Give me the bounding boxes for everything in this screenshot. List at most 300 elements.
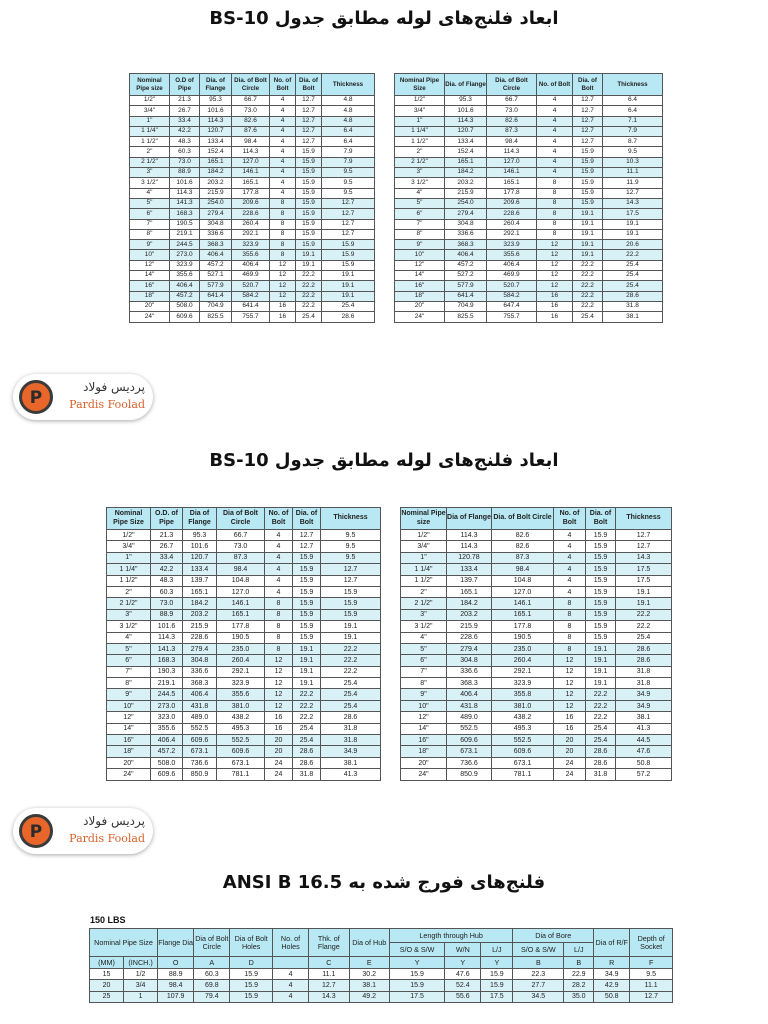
table-cell: 12.7 xyxy=(630,991,673,1002)
table-cell: 22.2 xyxy=(296,281,322,291)
col-length-lj: L/J xyxy=(481,943,513,957)
table-cell: 673.1 xyxy=(447,746,492,757)
table-cell: 10" xyxy=(395,250,445,260)
table-cell: 1 1/4" xyxy=(130,126,170,136)
svg-text:P: P xyxy=(29,822,43,842)
table-cell: 552.5 xyxy=(492,735,554,746)
table-cell: 16 xyxy=(537,301,573,311)
table-cell: 9.5 xyxy=(321,552,381,563)
table-cell: 355.6 xyxy=(151,723,183,734)
table-cell: 304.8 xyxy=(200,219,232,229)
table-cell: 4 xyxy=(537,168,573,178)
table-cell: 66.7 xyxy=(487,96,537,106)
table-cell: 50.8 xyxy=(616,757,672,768)
table-cell: 15.9 xyxy=(293,598,321,609)
col-bolt-holes: Dia of Bolt Holes xyxy=(230,929,273,957)
table-cell: 215.9 xyxy=(447,621,492,632)
column-header: Thickness xyxy=(616,508,672,530)
table-row xyxy=(395,178,663,188)
table-cell: 88.9 xyxy=(158,969,194,980)
table-cell: 22.2 xyxy=(573,281,603,291)
table-row xyxy=(130,168,375,178)
table-cell: 4 xyxy=(270,168,296,178)
table-cell: 22.3 xyxy=(513,969,564,980)
table-cell: 18" xyxy=(395,291,445,301)
table-cell: 22.2 xyxy=(293,689,321,700)
table-row xyxy=(107,643,381,654)
table-cell: 19.1 xyxy=(586,666,616,677)
table-cell: 25.4 xyxy=(321,700,381,711)
table-cell: 18" xyxy=(401,746,447,757)
table-cell: 235.0 xyxy=(492,643,554,654)
table-cell: 1/2" xyxy=(107,530,151,541)
table-row xyxy=(90,969,673,980)
table-row xyxy=(401,530,672,541)
table-cell: 15.9 xyxy=(293,564,321,575)
table-cell: 5" xyxy=(395,198,445,208)
table-cell: 95.3 xyxy=(445,96,487,106)
table-cell: 9" xyxy=(107,689,151,700)
table-cell: 101.6 xyxy=(183,541,217,552)
table-cell: 60.3 xyxy=(194,969,230,980)
column-symbol: Y xyxy=(445,957,481,969)
table-cell: 7" xyxy=(395,219,445,229)
table-cell: 4 xyxy=(272,991,308,1002)
table-cell: 22.2 xyxy=(586,700,616,711)
table-cell: 704.9 xyxy=(200,301,232,311)
col-length-so-sw: S/O & S/W xyxy=(389,943,444,957)
table-row xyxy=(395,291,663,301)
table-cell: 66.7 xyxy=(217,530,265,541)
table-cell: 1" xyxy=(130,116,170,126)
column-header: Dia. of Bolt xyxy=(586,508,616,530)
table-row xyxy=(107,757,381,768)
table-row xyxy=(130,96,375,106)
table-cell: 12 xyxy=(537,260,573,270)
table-cell: 355.6 xyxy=(170,271,200,281)
table-cell: 279.4 xyxy=(183,643,217,654)
table-cell: 177.8 xyxy=(232,188,270,198)
table-cell: 15.9 xyxy=(296,188,322,198)
table-cell: 47.6 xyxy=(445,969,481,980)
table-row xyxy=(107,552,381,563)
table-cell: 15.9 xyxy=(322,250,375,260)
column-symbol: A xyxy=(194,957,230,969)
table-cell: 31.8 xyxy=(293,769,321,780)
table-cell: 15.9 xyxy=(586,609,616,620)
table-row xyxy=(130,219,375,229)
table-cell: 34.9 xyxy=(594,969,630,980)
table-cell: 190.3 xyxy=(151,666,183,677)
table-cell: 1/2" xyxy=(401,530,447,541)
table-cell: 12 xyxy=(265,655,293,666)
table-cell: 24" xyxy=(401,769,447,780)
table-cell: 495.3 xyxy=(492,723,554,734)
table-cell: 34.9 xyxy=(616,700,672,711)
table-cell: 8 xyxy=(554,621,586,632)
table-cell: 3/4" xyxy=(395,106,445,116)
table-cell: 15.9 xyxy=(586,541,616,552)
table-cell: 79.4 xyxy=(194,991,230,1002)
table-cell: 15.9 xyxy=(230,969,273,980)
col-depth-socket: Depth of Socket xyxy=(630,929,673,957)
table-cell: 127.0 xyxy=(487,157,537,167)
table-cell: 19.1 xyxy=(296,260,322,270)
table-cell: 42.2 xyxy=(151,564,183,575)
column-symbol: E xyxy=(349,957,389,969)
table-cell: 12 xyxy=(554,700,586,711)
table-row xyxy=(401,678,672,689)
table-cell: 16" xyxy=(401,735,447,746)
table-cell: 22.2 xyxy=(603,250,663,260)
table-cell: 304.8 xyxy=(183,655,217,666)
table-row xyxy=(107,541,381,552)
column-symbol: R xyxy=(594,957,630,969)
table-row xyxy=(107,609,381,620)
table-cell: 18" xyxy=(107,746,151,757)
table-cell: 16 xyxy=(554,712,586,723)
table-row xyxy=(395,147,663,157)
table-cell: 9.5 xyxy=(321,541,381,552)
table-cell: 66.7 xyxy=(232,96,270,106)
table-cell: 4 xyxy=(270,178,296,188)
table-cell: 88.9 xyxy=(151,609,183,620)
table-cell: 25.4 xyxy=(322,301,375,311)
table-cell: 12.7 xyxy=(573,126,603,136)
table-cell: 292.1 xyxy=(217,666,265,677)
table-row xyxy=(401,757,672,768)
table-cell: 260.4 xyxy=(487,219,537,229)
table-cell: 146.1 xyxy=(492,598,554,609)
table-cell: 22.2 xyxy=(616,621,672,632)
table-cell: 22.2 xyxy=(573,271,603,281)
table-cell: 8 xyxy=(270,240,296,250)
table-cell: 12 xyxy=(537,271,573,281)
col-unit-inch: (INCH.) xyxy=(124,957,158,969)
column-header: O.D. of Pipe xyxy=(151,508,183,530)
table-cell: 12.7 xyxy=(296,137,322,147)
column-header: O.D of Pipe xyxy=(170,74,200,96)
table-row xyxy=(395,106,663,116)
table-cell: 17.5 xyxy=(616,564,672,575)
table-cell: 228.6 xyxy=(487,209,537,219)
table-cell: 120.7 xyxy=(445,126,487,136)
table-cell: 4 xyxy=(270,157,296,167)
table-cell: 15.9 xyxy=(573,157,603,167)
table-row xyxy=(401,552,672,563)
table-cell: 15.9 xyxy=(230,991,273,1002)
table-cell: 9" xyxy=(401,689,447,700)
table-cell: 28.6 xyxy=(603,291,663,301)
table-cell: 38.1 xyxy=(321,757,381,768)
column-header: Nominal Pipe size xyxy=(401,508,447,530)
table-cell: 14.3 xyxy=(616,552,672,563)
table-row xyxy=(130,312,375,322)
table-cell: 12.7 xyxy=(321,575,381,586)
table-cell: 336.6 xyxy=(183,666,217,677)
table-cell: 1 1/2" xyxy=(395,137,445,147)
table-cell: 82.6 xyxy=(487,116,537,126)
table-cell: 469.9 xyxy=(487,271,537,281)
pardis-logo-mark-icon xyxy=(19,380,53,414)
table-cell: 146.1 xyxy=(217,598,265,609)
table-cell: 4 xyxy=(554,586,586,597)
col-bore-so-sw: S/O & S/W xyxy=(513,943,564,957)
col-bore-lj: L/J xyxy=(564,943,594,957)
table-cell: 87.3 xyxy=(487,126,537,136)
table-cell: 15.9 xyxy=(321,598,381,609)
table-cell: 15.9 xyxy=(322,260,375,270)
column-header: Dia. of Bolt xyxy=(573,74,603,96)
table-cell: 9.5 xyxy=(322,178,375,188)
table-row xyxy=(130,137,375,147)
table-cell: 165.1 xyxy=(232,178,270,188)
table-cell: 431.8 xyxy=(447,700,492,711)
table-cell: 165.1 xyxy=(487,178,537,188)
table-cell: 38.1 xyxy=(603,312,663,322)
table-cell: 15.9 xyxy=(296,178,322,188)
table-cell: 254.0 xyxy=(445,198,487,208)
table-row xyxy=(395,188,663,198)
table-cell: 8 xyxy=(537,219,573,229)
table-cell: 1 1/2" xyxy=(401,575,447,586)
table-cell: 12.7 xyxy=(322,209,375,219)
table-row xyxy=(107,735,381,746)
table-cell: 15.9 xyxy=(586,552,616,563)
table-cell: 755.7 xyxy=(487,312,537,322)
table-cell: 254.0 xyxy=(200,198,232,208)
table-cell: 7.1 xyxy=(603,116,663,126)
table-row xyxy=(130,260,375,270)
table-cell: 10.3 xyxy=(603,157,663,167)
table-cell: 235.0 xyxy=(217,643,265,654)
table-row xyxy=(401,586,672,597)
table-cell: 127.0 xyxy=(492,586,554,597)
table-cell: 4 xyxy=(537,106,573,116)
table-cell: 4" xyxy=(401,632,447,643)
table-cell: 457.2 xyxy=(151,746,183,757)
table-cell: 19.1 xyxy=(573,219,603,229)
table-cell: 133.4 xyxy=(445,137,487,147)
table-row xyxy=(395,301,663,311)
table-cell: 527.1 xyxy=(200,271,232,281)
table-row xyxy=(107,621,381,632)
pardis-logo-mark-icon xyxy=(19,814,53,848)
table-cell: 127.0 xyxy=(217,586,265,597)
table-cell: 12.7 xyxy=(573,106,603,116)
table-cell: 323.9 xyxy=(492,678,554,689)
column-symbol: C xyxy=(309,957,349,969)
column-header: Dia. of Bolt Circle xyxy=(232,74,270,96)
table-cell: 15.9 xyxy=(481,980,513,991)
table-row xyxy=(401,666,672,677)
table-cell: 609.6 xyxy=(170,312,200,322)
table-cell: 1 1/4" xyxy=(395,126,445,136)
table-cell: 20 xyxy=(554,735,586,746)
table-cell: 20 xyxy=(265,746,293,757)
table-row xyxy=(107,712,381,723)
table-cell: 1/2" xyxy=(395,96,445,106)
table-row xyxy=(130,240,375,250)
table-cell: 48.3 xyxy=(151,575,183,586)
table-cell: 4.8 xyxy=(322,116,375,126)
table-cell: 165.1 xyxy=(445,157,487,167)
table-cell: 577.9 xyxy=(200,281,232,291)
table-cell: 10" xyxy=(107,700,151,711)
table-cell: 8.7 xyxy=(603,137,663,147)
table-cell: 12" xyxy=(395,260,445,270)
table-cell: 25.4 xyxy=(296,312,322,322)
table-cell: 34.5 xyxy=(513,991,564,1002)
table-cell: 4" xyxy=(395,188,445,198)
table-cell: 825.5 xyxy=(200,312,232,322)
table-cell: 219.1 xyxy=(151,678,183,689)
table-cell: 368.3 xyxy=(445,240,487,250)
table-cell: 4 xyxy=(554,541,586,552)
table-cell: 24 xyxy=(265,757,293,768)
table-cell: 20" xyxy=(401,757,447,768)
table-cell: 15.9 xyxy=(586,632,616,643)
table-cell: 489.0 xyxy=(447,712,492,723)
table-cell: 22.9 xyxy=(564,969,594,980)
table-cell: 10" xyxy=(401,700,447,711)
table-cell: 82.6 xyxy=(232,116,270,126)
col-group-dia-of-bore: Dia of Bore xyxy=(513,929,594,943)
table-cell: 12.7 xyxy=(573,96,603,106)
table-cell: 12.7 xyxy=(293,530,321,541)
table-row xyxy=(107,530,381,541)
table-cell: 11.9 xyxy=(603,178,663,188)
table-cell: 12 xyxy=(554,655,586,666)
table-cell: 24" xyxy=(395,312,445,322)
table-cell: 38.1 xyxy=(616,712,672,723)
table-cell: 15.9 xyxy=(296,209,322,219)
table-cell: 577.9 xyxy=(445,281,487,291)
table-cell: 15.9 xyxy=(586,564,616,575)
table-row xyxy=(395,260,663,270)
table-row xyxy=(90,980,673,991)
table-cell: 19.1 xyxy=(321,621,381,632)
table-cell: 28.6 xyxy=(293,757,321,768)
table-cell: 215.9 xyxy=(200,188,232,198)
table-row xyxy=(107,666,381,677)
table-cell: 641.4 xyxy=(445,291,487,301)
column-header: No. of Bolt xyxy=(265,508,293,530)
table-cell: 15.9 xyxy=(573,188,603,198)
table-cell: 8 xyxy=(270,198,296,208)
table-cell: 25 xyxy=(90,991,124,1002)
table-cell: 25.4 xyxy=(603,260,663,270)
table-cell: 12.7 xyxy=(573,116,603,126)
table-cell: 3 1/2" xyxy=(130,178,170,188)
table-cell: 508.0 xyxy=(151,757,183,768)
table-cell: 368.3 xyxy=(183,678,217,689)
table-cell: 3/4" xyxy=(401,541,447,552)
column-header: Thickness xyxy=(322,74,375,96)
table-cell: 17.5 xyxy=(389,991,444,1002)
table-cell: 20 xyxy=(265,735,293,746)
table-cell: 73.0 xyxy=(170,157,200,167)
table-cell: 8 xyxy=(554,632,586,643)
column-symbol: Y xyxy=(389,957,444,969)
table-cell: 101.6 xyxy=(200,106,232,116)
table-cell: 12" xyxy=(130,260,170,270)
table-cell: 25.4 xyxy=(616,632,672,643)
table-cell: 26.7 xyxy=(170,106,200,116)
table-cell: 292.1 xyxy=(232,229,270,239)
table-cell: 4.8 xyxy=(322,96,375,106)
table-cell: 323.9 xyxy=(217,678,265,689)
table-cell: 12 xyxy=(537,240,573,250)
table-cell: 152.4 xyxy=(200,147,232,157)
table-cell: 6" xyxy=(107,655,151,666)
table-cell: 673.1 xyxy=(217,757,265,768)
table-cell: 8" xyxy=(107,678,151,689)
table-cell: 49.2 xyxy=(349,991,389,1002)
table-row xyxy=(395,219,663,229)
table-cell: 15.9 xyxy=(573,147,603,157)
table-cell: 8 xyxy=(265,609,293,620)
table-cell: 19.1 xyxy=(603,219,663,229)
table-cell: 5" xyxy=(130,198,170,208)
table-cell: 17.5 xyxy=(616,575,672,586)
table-row xyxy=(130,291,375,301)
table-cell: 87.3 xyxy=(217,552,265,563)
table-cell: 15.9 xyxy=(293,586,321,597)
table-row xyxy=(107,564,381,575)
col-bolt-circle: Dia of Bolt Circle xyxy=(194,929,230,957)
table-cell: 114.3 xyxy=(447,530,492,541)
table-row xyxy=(395,96,663,106)
table-cell: 34.9 xyxy=(616,689,672,700)
table-cell: 609.6 xyxy=(217,746,265,757)
table-cell: 9.5 xyxy=(321,530,381,541)
table-cell: 18" xyxy=(130,291,170,301)
table-cell: 736.6 xyxy=(447,757,492,768)
table-cell: 406.4 xyxy=(200,250,232,260)
table-cell: 6.4 xyxy=(603,96,663,106)
table-cell: 292.1 xyxy=(487,229,537,239)
table-cell: 4 xyxy=(265,564,293,575)
column-header: Nominal Pipe Size xyxy=(395,74,445,96)
table-cell: 24" xyxy=(130,312,170,322)
table-cell: 15.9 xyxy=(586,575,616,586)
table-cell: 323.9 xyxy=(487,240,537,250)
table-cell: 184.2 xyxy=(200,168,232,178)
table-cell: 4 xyxy=(265,575,293,586)
table-cell: 20" xyxy=(107,757,151,768)
table-cell: 21.3 xyxy=(170,96,200,106)
column-symbol: D xyxy=(230,957,273,969)
table-cell: 2" xyxy=(395,147,445,157)
table-cell: 9" xyxy=(395,240,445,250)
table-cell: 457.2 xyxy=(445,260,487,270)
table-cell: 184.2 xyxy=(447,598,492,609)
table-cell: 141.3 xyxy=(151,643,183,654)
table-cell: 12 xyxy=(554,689,586,700)
table-cell: 304.8 xyxy=(447,655,492,666)
table-cell: 101.6 xyxy=(151,621,183,632)
table-row xyxy=(130,281,375,291)
table-cell: 101.6 xyxy=(170,178,200,188)
table-cell: 3/4 xyxy=(124,980,158,991)
table-cell: 850.9 xyxy=(183,769,217,780)
table-row xyxy=(395,116,663,126)
table-cell: 24 xyxy=(265,769,293,780)
table-cell: 323.9 xyxy=(232,240,270,250)
table-cell: 11.1 xyxy=(630,980,673,991)
table-row xyxy=(395,157,663,167)
